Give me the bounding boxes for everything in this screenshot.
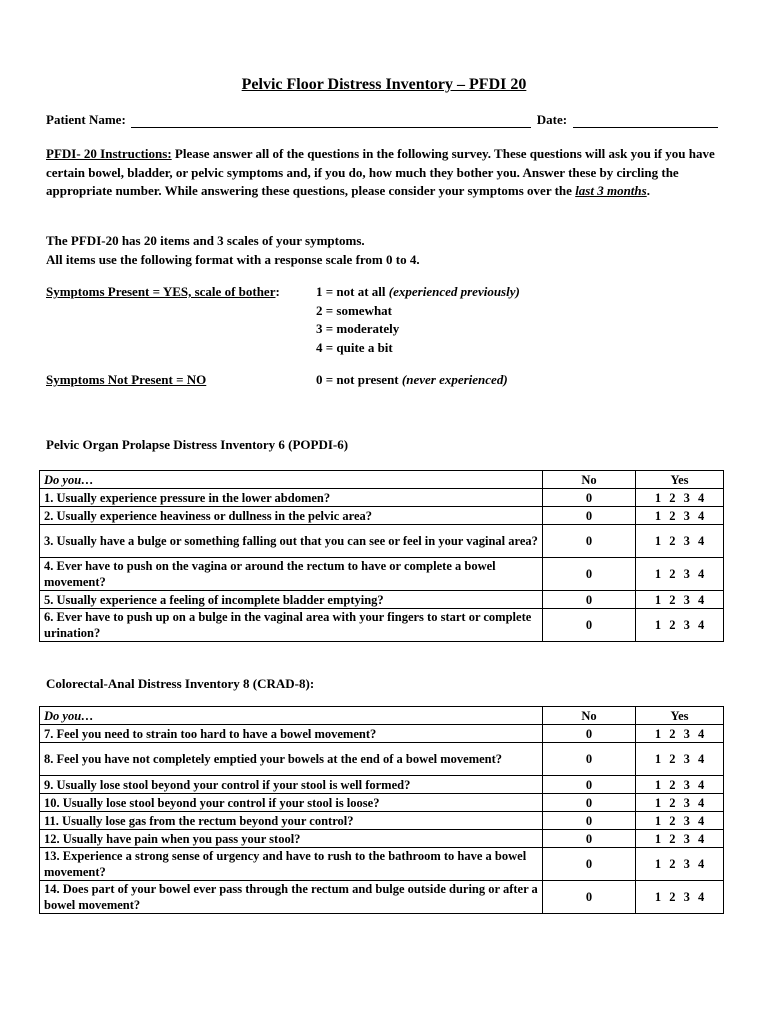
question-text: 6. Ever have to push up on a bulge in the vaginal area with your fingers to start or complete urination? (40, 609, 543, 642)
question-text: 1. Usually experience pressure in the lower abdomen? (40, 489, 543, 507)
question-text: 3. Usually have a bulge or something falling out that you can see or feel in your vaginal area? (40, 525, 543, 558)
date-label: Date: (536, 112, 568, 127)
question-text: 12. Usually have pain when you pass your stool? (40, 830, 543, 848)
answer-no[interactable]: 0 (543, 525, 636, 558)
question-text: 11. Usually lose gas from the rectum beyond your control? (40, 812, 543, 830)
question-text: 5. Usually experience a feeling of incomplete bladder emptying? (40, 591, 543, 609)
table-row (40, 830, 724, 848)
answer-no[interactable]: 0 (543, 881, 636, 914)
symptoms-not-present-text: Symptoms Not Present = NO (46, 372, 207, 387)
table-row (40, 507, 724, 525)
symptoms-present-colon: : (275, 284, 280, 299)
format-description (46, 232, 722, 269)
patient-name-line[interactable] (131, 113, 531, 128)
instructions-text: Please answer all of the questions in the following survey. These questions will ask you if you have certain bowel, bladder, or pelvic symptoms and, if you do, how much they bother you. Answer these by circling the appropriate number. While answering these questions, please consider your symptoms over the (46, 146, 715, 198)
answer-yes-scale[interactable]: 1 2 3 4 (636, 725, 724, 743)
table-row (40, 776, 724, 794)
answer-yes-scale[interactable]: 1 2 3 4 (636, 558, 724, 591)
instructions-end: . (646, 183, 650, 198)
answer-no[interactable]: 0 (543, 776, 636, 794)
header-question: Do you… (40, 707, 543, 725)
question-text: 2. Usually experience heaviness or dullness in the pelvic area? (40, 507, 543, 525)
document-title: Pelvic Floor Distress Inventory – PFDI 20 (241, 76, 527, 93)
scale-item-1 (316, 283, 520, 302)
table-header-row (40, 471, 724, 489)
table-row (40, 525, 724, 558)
answer-no[interactable]: 0 (543, 591, 636, 609)
table-row (40, 848, 724, 881)
answer-yes-scale[interactable]: 1 2 3 4 (636, 525, 724, 558)
answer-yes-scale[interactable]: 1 2 3 4 (636, 794, 724, 812)
table-header-row (40, 707, 724, 725)
table-row (40, 489, 724, 507)
answer-yes-scale[interactable]: 1 2 3 4 (636, 609, 724, 642)
scale-item-2: 2 = somewhat (316, 302, 393, 318)
header-yes: Yes (636, 707, 724, 725)
question-text: 8. Feel you have not completely emptied your bowels at the end of a bowel movement? (40, 743, 543, 776)
instructions-label: PFDI- 20 Instructions: (46, 146, 172, 161)
scale-item-3: 3 = moderately (316, 321, 400, 336)
symptoms-not-present-label (46, 371, 206, 390)
header-no: No (543, 707, 636, 725)
question-text: 14. Does part of your bowel ever pass through the rectum and bulge outside during or after a bowel movement? (40, 881, 543, 914)
crad-table (39, 706, 724, 914)
answer-yes-scale[interactable]: 1 2 3 4 (636, 848, 724, 881)
symptoms-present-label (46, 283, 280, 302)
answer-yes-scale[interactable]: 1 2 3 4 (636, 830, 724, 848)
scale-1-text: 1 = not at all (316, 284, 389, 299)
popdi-table (39, 470, 724, 642)
answer-yes-scale[interactable]: 1 2 3 4 (636, 881, 724, 914)
answer-no[interactable]: 0 (543, 558, 636, 591)
date-line[interactable] (573, 113, 718, 128)
symptoms-present-text: Symptoms Present = YES, scale of bother (46, 284, 276, 299)
scale-0-note: (never experienced) (401, 372, 508, 387)
answer-no[interactable]: 0 (543, 489, 636, 507)
answer-no[interactable]: 0 (543, 794, 636, 812)
table-row (40, 743, 724, 776)
header-yes: Yes (636, 471, 724, 489)
not-present-scale (316, 371, 508, 390)
patient-info-row (46, 112, 722, 128)
crad-section-title: Colorectal-Anal Distress Inventory 8 (CRAD-8): (46, 676, 315, 691)
table-row (40, 881, 724, 914)
table-row (40, 609, 724, 642)
format-line-2: All items use the following format with a response scale from 0 to 4. (46, 251, 420, 267)
instructions-emphasis: last 3 months (575, 183, 647, 198)
answer-yes-scale[interactable]: 1 2 3 4 (636, 776, 724, 794)
instructions-paragraph (46, 145, 722, 201)
table-row (40, 812, 724, 830)
answer-yes-scale[interactable]: 1 2 3 4 (636, 812, 724, 830)
patient-name-label: Patient Name: (46, 112, 126, 127)
table-row (40, 591, 724, 609)
header-question: Do you… (40, 471, 543, 489)
popdi-section-title: Pelvic Organ Prolapse Distress Inventory 6 (POPDI-6) (46, 437, 349, 452)
question-text: 13. Experience a strong sense of urgency and have to rush to the bathroom to have a bowel movement? (40, 848, 543, 881)
answer-yes-scale[interactable]: 1 2 3 4 (636, 591, 724, 609)
answer-yes-scale[interactable]: 1 2 3 4 (636, 507, 724, 525)
answer-yes-scale[interactable]: 1 2 3 4 (636, 489, 724, 507)
answer-no[interactable]: 0 (543, 743, 636, 776)
answer-no[interactable]: 0 (543, 507, 636, 525)
table-row (40, 794, 724, 812)
table-row (40, 725, 724, 743)
scale-item-4: 4 = quite a bit (316, 339, 393, 355)
answer-no[interactable]: 0 (543, 725, 636, 743)
answer-no[interactable]: 0 (543, 848, 636, 881)
answer-no[interactable]: 0 (543, 830, 636, 848)
header-no: No (543, 471, 636, 489)
bother-scale-list (316, 283, 520, 357)
question-text: 9. Usually lose stool beyond your control if your stool is well formed? (40, 776, 543, 794)
scale-0-text: 0 = not present (316, 372, 402, 387)
answer-yes-scale[interactable]: 1 2 3 4 (636, 743, 724, 776)
format-line-1: The PFDI-20 has 20 items and 3 scales of your symptoms. (46, 233, 365, 248)
question-text: 10. Usually lose stool beyond your control if your stool is loose? (40, 794, 543, 812)
question-text: 7. Feel you need to strain too hard to have a bowel movement? (40, 725, 543, 743)
answer-no[interactable]: 0 (543, 812, 636, 830)
answer-no[interactable]: 0 (543, 609, 636, 642)
table-row (40, 558, 724, 591)
scale-1-note: (experienced previously) (388, 284, 520, 299)
question-text: 4. Ever have to push on the vagina or around the rectum to have or complete a bowel movement? (40, 558, 543, 591)
